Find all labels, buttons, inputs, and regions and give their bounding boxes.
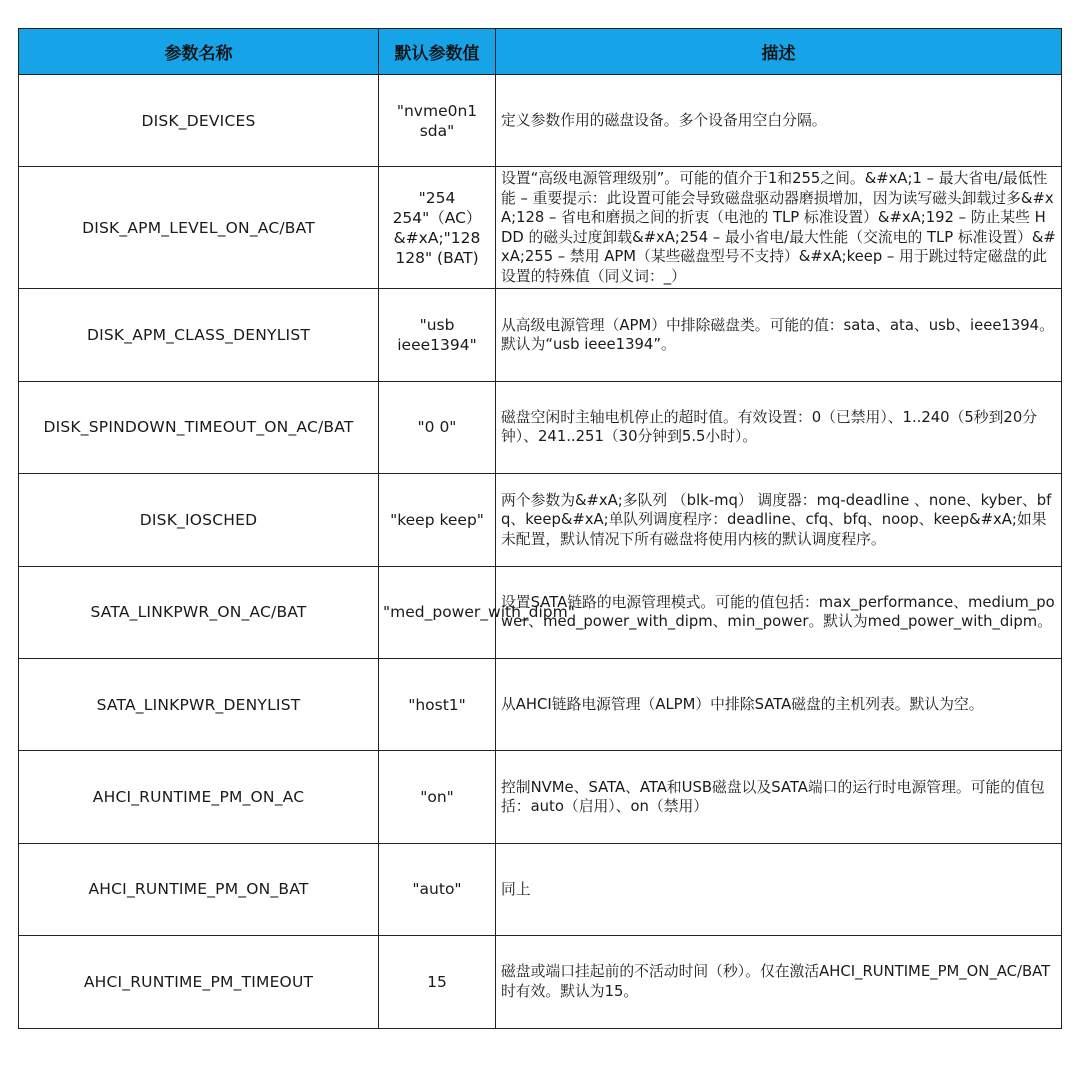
param-name: DISK_DEVICES (19, 75, 379, 167)
table-row (19, 381, 1062, 473)
param-name: DISK_APM_CLASS_DENYLIST (19, 289, 379, 381)
default-value: "nvme0n1 sda" (379, 75, 496, 167)
header-param-name: 参数名称 (19, 29, 379, 75)
table-row (19, 289, 1062, 381)
table-row (19, 566, 1062, 658)
default-value: 15 (379, 936, 496, 1028)
table-row (19, 474, 1062, 566)
table-row (19, 658, 1062, 750)
table-row (19, 843, 1062, 935)
table-row (19, 936, 1062, 1028)
default-value: "auto" (379, 843, 496, 935)
param-name: DISK_SPINDOWN_TIMEOUT_ON_AC/BAT (19, 381, 379, 473)
description: 控制NVMe、SATA、ATA和USB磁盘以及SATA端口的运行时电源管理。可能的值包括：auto（启用）、on（禁用） (496, 751, 1062, 843)
param-name: AHCI_RUNTIME_PM_TIMEOUT (19, 936, 379, 1028)
table-row (19, 751, 1062, 843)
default-value: "254 254"（AC）&#xA;"128 128" (BAT) (379, 167, 496, 289)
parameter-table-container (18, 28, 1061, 1029)
description: 磁盘空闲时主轴电机停止的超时值。有效设置：0（已禁用）、1..240（5秒到20分钟）、241..251（30分钟到5.5小时）。 (496, 381, 1062, 473)
description: 设置SATA链路的电源管理模式。可能的值包括：max_performance、medium_power、med_power_with_dipm、min_power。默认为med_power_with_dipm。 (496, 566, 1062, 658)
table-row (19, 75, 1062, 167)
description: 从AHCI链路电源管理（ALPM）中排除SATA磁盘的主机列表。默认为空。 (496, 658, 1062, 750)
default-value: "host1" (379, 658, 496, 750)
param-name: SATA_LINKPWR_DENYLIST (19, 658, 379, 750)
description: 定义参数作用的磁盘设备。多个设备用空白分隔。 (496, 75, 1062, 167)
description: 两个参数为&#xA;多队列 （blk-mq） 调度器：mq-deadline 、none、kyber、bfq、keep&#xA;单队列调度程序：deadline、cfq、bfq、noop、keep&#xA;如果未配置，默认情况下所有磁盘将使用内核的默认调度程序。 (496, 474, 1062, 566)
header-description: 描述 (496, 29, 1062, 75)
description: 设置“高级电源管理级别”。可能的值介于1和255之间。&#xA;1 – 最大省电/最低性能 – 重要提示：此设置可能会导致磁盘驱动器磨损增加，因为读写磁头卸载过多&#xA;128 – 省电和磨损之间的折衷（电池的 TLP 标准设置）&#xA;192 – 防止某些 HDD 的磁头过度卸载&#xA;254 – 最小省电/最大性能（交流电的 TLP 标准设置）&#xA;255 – 禁用 APM（某些磁盘型号不支持）&#xA;keep – 用于跳过特定磁盘的此设置的特殊值（同义词：_） (496, 167, 1062, 289)
header-default-value: 默认参数值 (379, 29, 496, 75)
default-value: "on" (379, 751, 496, 843)
default-value: "usb ieee1394" (379, 289, 496, 381)
description: 同上 (496, 843, 1062, 935)
param-name: DISK_IOSCHED (19, 474, 379, 566)
param-name: AHCI_RUNTIME_PM_ON_BAT (19, 843, 379, 935)
default-value: "keep keep" (379, 474, 496, 566)
table-row (19, 167, 1062, 289)
default-value: "med_power_with_dipm" (379, 566, 496, 658)
table-header-row (19, 29, 1062, 75)
param-name: DISK_APM_LEVEL_ON_AC/BAT (19, 167, 379, 289)
default-value: "0 0" (379, 381, 496, 473)
description: 从高级电源管理（APM）中排除磁盘类。可能的值：sata、ata、usb、ieee1394。默认为“usb ieee1394”。 (496, 289, 1062, 381)
param-name: AHCI_RUNTIME_PM_ON_AC (19, 751, 379, 843)
param-name: SATA_LINKPWR_ON_AC/BAT (19, 566, 379, 658)
description: 磁盘或端口挂起前的不活动时间（秒）。仅在激活AHCI_RUNTIME_PM_ON_AC/BAT时有效。默认为15。 (496, 936, 1062, 1028)
parameter-table (18, 28, 1062, 1029)
